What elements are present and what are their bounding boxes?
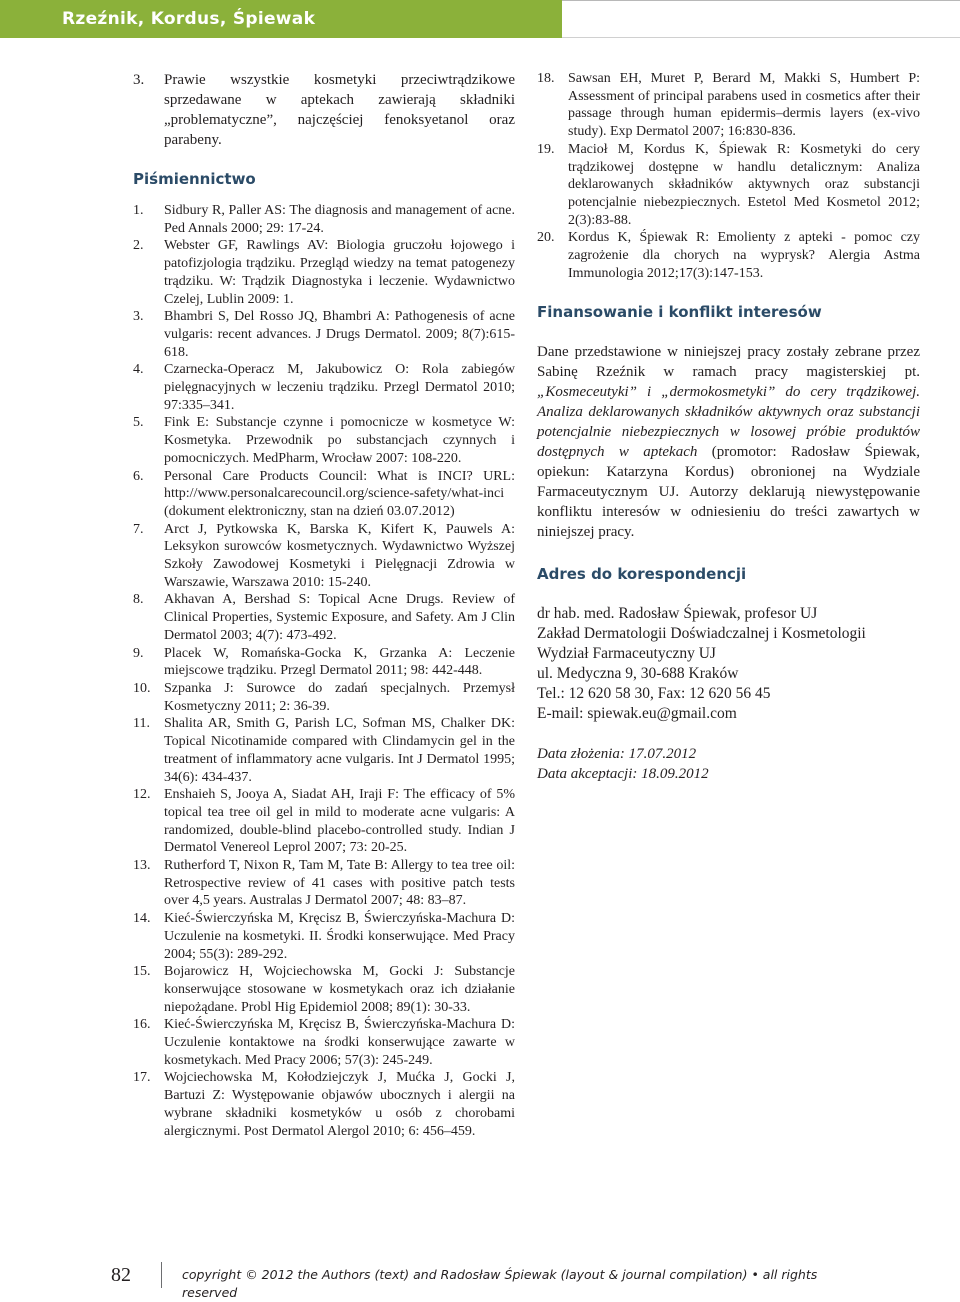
reference-item bbox=[537, 70, 920, 141]
reference-number: 4. bbox=[133, 362, 144, 378]
reference-item bbox=[133, 521, 515, 592]
reference-item bbox=[133, 361, 515, 414]
footer-divider bbox=[161, 1262, 162, 1288]
address-line: Zakład Dermatologii Doświadczalnej i Kosmetologii bbox=[537, 625, 866, 643]
reference-item bbox=[133, 715, 515, 786]
copyright-notice: copyright © 2012 the Authors (text) and Radosław Śpiewak (layout & journal compilation) • all rights reserved bbox=[182, 1267, 818, 1300]
conflict-paragraph bbox=[537, 342, 920, 542]
header-rule bbox=[562, 0, 960, 38]
running-title: Rzeźnik, Kordus, Śpiewak bbox=[0, 0, 562, 38]
reference-item bbox=[133, 645, 515, 680]
reference-item bbox=[133, 414, 515, 467]
reference-number: 5. bbox=[133, 415, 144, 431]
references-heading: Piśmiennictwo bbox=[133, 170, 256, 188]
page-number: 82 bbox=[111, 1264, 131, 1286]
reference-number: 9. bbox=[133, 645, 144, 661]
reference-number: 18. bbox=[537, 71, 555, 86]
reference-list bbox=[133, 202, 515, 1140]
reference-text: Webster GF, Rawlings AV: Biologia gruczołu łojowego i patofizjologia trądziku. Przegląd wiedzy na temat patogenezy trądziku. W: Trądzik Diagnostyka i leczenie. Wydawnictwo Czelej, Lublin 2009: 1. bbox=[164, 238, 515, 307]
reference-number: 10. bbox=[133, 680, 151, 696]
reference-number: 1. bbox=[133, 203, 144, 218]
page-footer bbox=[0, 1262, 960, 1300]
reference-item bbox=[133, 857, 515, 910]
reference-item bbox=[133, 1069, 515, 1140]
reference-number: 17. bbox=[133, 1070, 151, 1086]
intro-list-item bbox=[133, 70, 515, 150]
conflict-text-2: (promotor: Radosław Śpiewak, opiekun: Katarzyna Kordus) obronionej na Wydziale Farmaceutycznym UJ. Autorzy deklarują niewystępowanie konfliktu interesów w odniesieniu do treści zawartych w niniejszej pracy. bbox=[537, 444, 921, 541]
reference-number: 12. bbox=[133, 787, 151, 803]
list-item-text: Prawie wszystkie kosmetyki przeciwtrądzikowe sprzedawane w aptekach zawierają składniki „problematyczne”, najczęściej fenoksyetanol oraz parabeny. bbox=[164, 72, 515, 148]
reference-text: Czarnecka-Operacz M, Jakubowicz O: Rola zabiegów pielęgnacyjnych w leczeniu trądziku. Przegl Dermatol 2010; 97:335–341. bbox=[164, 362, 515, 413]
reference-text: Bhambri S, Del Rosso JQ, Bhambri A: Pathogenesis of acne vulgaris: recent advances. J Drugs Dermatol. 2009; 8(7):615-618. bbox=[164, 309, 515, 360]
reference-item bbox=[133, 786, 515, 857]
reference-text: Wojciechowska M, Kołodziejczyk J, Mućka J, Gocki J, Bartuzi Z: Występowanie objawów ubocznych i alergii na wybrane składniki kosmetyków u osób z chorobami alergicznymi. Post Dermatol Alergol 2010; 6: 456–459. bbox=[164, 1070, 515, 1139]
address-heading: Adres do korespondencji bbox=[537, 565, 747, 584]
reference-number: 8. bbox=[133, 592, 144, 608]
reference-number: 3. bbox=[133, 309, 144, 325]
reference-text: Enshaieh S, Jooya A, Siadat AH, Iraji F: The efficacy of 5% topical tea tree oil gel in mild to moderate acne vulgaris: A randomized, double-blind placebo-controlled study. Indian J Dermatol Venereol Leprol 2007; 73: 20-25. bbox=[164, 787, 515, 856]
reference-item bbox=[133, 591, 515, 644]
reference-text: Personal Care Products Council: What is INCI? URL: http://www.personalcarecouncil.org/science-safety/what-inci (dokument elektroniczny, stan na dzień 03.07.2012) bbox=[164, 468, 515, 519]
reference-number: 20. bbox=[537, 230, 555, 246]
reference-item bbox=[537, 229, 920, 282]
reference-item bbox=[133, 237, 515, 308]
reference-number: 15. bbox=[133, 964, 151, 980]
reference-item bbox=[133, 1016, 515, 1069]
reference-text: Kordus K, Śpiewak R: Emolienty z apteki - pomoc czy zagrożenie dla chorych na wyprysk? Alergia Astma Immunologia 2012;17(3):147-153. bbox=[568, 230, 920, 281]
reference-number: 13. bbox=[133, 858, 151, 874]
address-line: ul. Medyczna 9, 30-688 Kraków bbox=[537, 665, 739, 683]
reference-item bbox=[133, 308, 515, 361]
email-line: E-mail: spiewak.eu@gmail.com bbox=[537, 705, 737, 723]
reference-number: 2. bbox=[133, 238, 144, 254]
address-line: dr hab. med. Radosław Śpiewak, profesor UJ bbox=[537, 605, 818, 623]
right-column bbox=[537, 70, 920, 784]
reference-text: Szpanka J: Surowce do zadań specjalnych. Przemysł Kosmetyczny 2011; 2: 36-39. bbox=[164, 680, 515, 714]
accepted-date: Data akceptacji: 18.09.2012 bbox=[537, 766, 709, 783]
list-item-number: 3. bbox=[133, 72, 145, 88]
reference-number: 19. bbox=[537, 141, 555, 157]
running-header bbox=[0, 0, 960, 40]
reference-item bbox=[133, 910, 515, 963]
address-line: Wydział Farmaceutyczny UJ bbox=[537, 645, 716, 663]
reference-item bbox=[133, 963, 515, 1016]
reference-number: 6. bbox=[133, 468, 144, 484]
reference-item bbox=[133, 680, 515, 715]
address-line: Tel.: 12 620 58 30, Fax: 12 620 56 45 bbox=[537, 685, 771, 703]
dates-block bbox=[537, 744, 920, 784]
reference-text: Shalita AR, Smith G, Parish LC, Sofman MS, Chalker DK: Topical Nicotinamide compared with Clindamycin gel in the treatment of inflammatory acne vulgaris. Int J Dermatol 1995; 34(6): 434-437. bbox=[164, 716, 515, 785]
reference-text: Akhavan A, Bershad S: Topical Acne Drugs. Review of Clinical Properties, Systemic Exposure, and Safety. Am J Clin Dermatol 2003; 4(7): 473-492. bbox=[164, 592, 515, 643]
reference-text: Arct J, Pytkowska K, Barska K, Kifert K, Pauwels A: Leksykon surowców kosmetycznych. Wydawnictwo Wyższej Szkoły Zawodowej Kosmetyki i Pielęgnacji Zdrowia w Warszawie, Warszawa 2010: 15-240. bbox=[164, 521, 515, 590]
reference-text: Bojarowicz H, Wojciechowska M, Gocki J: Substancje konserwujące stosowane w kosmetykach oraz ich działanie niepożądane. Probl Hig Epidemiol 2008; 89(1): 30-33. bbox=[164, 964, 515, 1015]
reference-number: 11. bbox=[133, 716, 150, 732]
reference-item bbox=[133, 468, 515, 521]
reference-text: Placek W, Romańska-Gocka K, Grzanka A: Leczenie miejscowe trądziku. Przegl Dermatol 2011; 98: 442-448. bbox=[164, 645, 515, 679]
reference-number: 16. bbox=[133, 1017, 151, 1033]
reference-item bbox=[133, 202, 515, 237]
reference-text: Sawsan EH, Muret P, Berard M, Makki S, Humbert P: Assessment of principal parabens used in cosmetics after their passage through human epidermis–dermis layers (ex-vivo study). Exp Dermatol 2007; 16:830-836. bbox=[568, 71, 920, 140]
address-block bbox=[537, 604, 920, 724]
left-column bbox=[133, 70, 515, 1140]
thesis-title: „Kosmeceutyki” i „dermokosmetyki” do cery trądzikowej. Analiza deklarowanych składników aktywnych oraz substancji potencjalnie niebezpiecznych w losowej próbie produktów dostępnych w aptekach bbox=[537, 384, 920, 461]
submitted-date: Data złożenia: 17.07.2012 bbox=[537, 746, 697, 763]
reference-text: Sidbury R, Paller AS: The diagnosis and management of acne. Ped Annals 2000; 29: 17-24. bbox=[164, 203, 515, 236]
conflict-text-1: Dane przedstawione w niniejszej pracy zostały zebrane przez Sabinę Rzeźnik w ramach pracy magisterskiej pt. bbox=[537, 344, 920, 381]
conflict-heading: Finansowanie i konflikt interesów bbox=[537, 303, 822, 322]
reference-text: Rutherford T, Nixon R, Tam M, Tate B: Allergy to tea tree oil: Retrospective review of 41 cases with positive patch tests over 4,5 years. Australas J Dermatol 2007; 48: 83–87. bbox=[164, 858, 515, 909]
reference-item bbox=[537, 141, 920, 230]
reference-list-continued bbox=[537, 70, 920, 282]
reference-text: Kieć-Świerczyńska M, Kręcisz B, Świerczyńska-Machura D: Uczulenie kontaktowe na środki konserwujące zawarte w kosmetykach. Med Pracy 2006; 57(3): 245-249. bbox=[164, 1017, 515, 1068]
reference-text: Fink E: Substancje czynne i pomocnicze w kosmetyce W: Kosmetyka. Przewodnik po substancjach czynnych i pomocniczych. MedPharm, Wrocław 2007: 108-220. bbox=[164, 415, 515, 466]
reference-text: Kieć-Świerczyńska M, Kręcisz B, Świerczyńska-Machura D: Uczulenie na kosmetyki. II. Środki konserwujące. Med Pracy 2004; 55(3): 289-292. bbox=[164, 911, 515, 962]
reference-number: 7. bbox=[133, 521, 144, 537]
reference-text: Macioł M, Kordus K, Śpiewak R: Kosmetyki do cery trądzikowej dostępne w handlu detalicznym: Analiza deklarowanych składników aktywnych oraz substancji potencjalnie niebezpiecznych. Estetol Med Kosmetol 2012; 2(3):83-88. bbox=[568, 141, 920, 228]
reference-number: 14. bbox=[133, 911, 151, 927]
